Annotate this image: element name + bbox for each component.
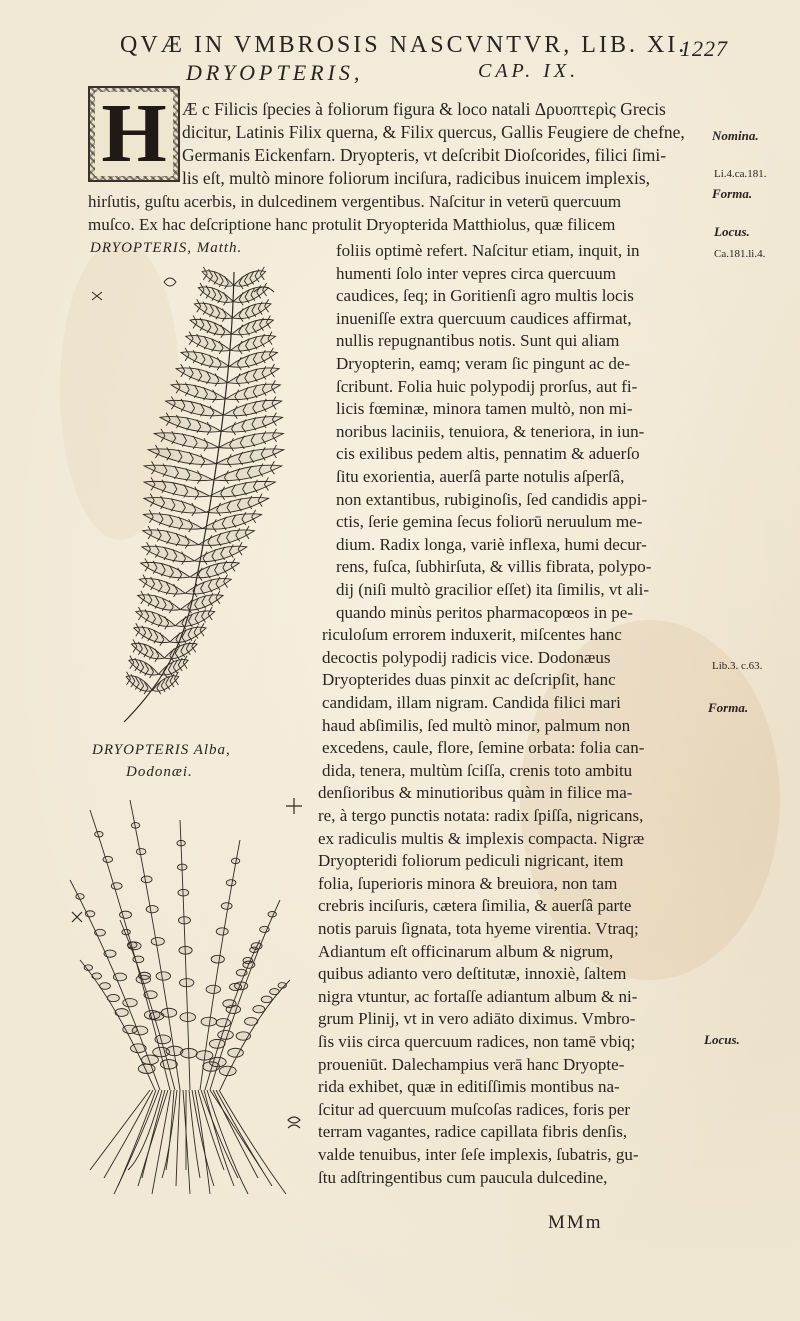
fern-leaflet [209,1039,225,1048]
fern-leaflet [203,1062,220,1071]
text-line: quando minùs peritos pharmacopœos in pe- [336,602,633,622]
text-line: ſtu adſtringentibus cum paucula dulcedine, [318,1167,608,1187]
fern-leaflet [133,956,144,963]
fern-leaflet [177,864,187,870]
fern-leaflet [127,942,137,948]
text-line: ctis, ſerie gemina ſecus foliorū neruulum me- [336,512,643,532]
fern-leaflet [138,1064,155,1073]
text-line: terram vagantes, radice capillata fibris denſis, [318,1122,628,1142]
text-line: ſcitur ad quercuum muſcoſas radices, foris per [318,1099,631,1119]
fern-leaflet [85,911,95,917]
fern-leaflet [201,1017,217,1026]
text-line: denſioribus & minutioribus quàm in filice ma- [318,783,633,803]
fern-leaflet [123,1025,137,1033]
text-line: humenti ſolo inter vepres circa quercuum [336,263,616,283]
margin-note-locus: Locus. [714,224,750,239]
text-line: muſco. Ex hac deſcriptione hanc protulit Dryopterida Matthiolus, quæ filicem [88,215,616,234]
margin-note-reference: Ca.181.li.4. [714,248,766,260]
text-line: Adiantum eſt officinarum album & nigrum, [318,941,614,961]
text-line: rens, fuſca, ſubhirſuta, & villis fibrata, polypo- [336,557,652,577]
fern-leaflet [146,906,158,913]
text-line: foliis optimè refert. Naſcitur etiam, inquit, in [336,241,640,260]
text-line: Dryopterides duas pinxit ac deſcripſit, hanc [322,670,616,690]
signature-mark: MMm [548,1212,603,1233]
page-number: 1227 [680,36,728,61]
text-line: valde tenuibus, inter ſeſe implexis, ſubatris, gu- [318,1145,639,1164]
fern-leaflet [196,1051,213,1060]
fern-root [207,1090,248,1194]
fern-leaflet [136,849,146,855]
fern-leaflet [230,983,242,990]
margin-note-forma: Forma. [712,186,753,201]
fern-leaflet [245,1018,258,1026]
fern-leaflet [107,994,119,1001]
fern-pinna [210,481,276,496]
fern-leaflet [261,996,272,1003]
fern-root [128,1090,162,1170]
fern-leaflet [76,894,84,900]
text-line: quibus adianto vero deſtitutæ, innoxiè, ſaltem [318,964,627,984]
fern-leaflet [253,1006,265,1013]
fern-leaflet [120,911,132,918]
fern-leaflet [243,957,253,963]
fern-root [213,1090,258,1178]
text-line: Germanis Eickenfarn. Dryopteris, vt deſcribit Dioſcorides, filici ſimi- [182,145,667,165]
fern-leaflet [236,1032,250,1040]
margin-note-locus: Locus. [704,1032,740,1047]
text-line: excedens, caule, flore, ſemine orbata: folia can- [322,738,645,758]
fern-leaflet [211,955,224,963]
text-line: dida, tenera, multùm ſciſſa, crenis toto ambitu [322,760,633,780]
text-line: nigra vtuntur, ac fortaſſe adiantum album & ni- [318,986,638,1006]
text-line: crebris inciſuris, cætera ſimilia, & auerſâ parte [318,896,632,916]
text-line: proueniūt. Dalechampius verā hanc Dryopte- [318,1054,625,1074]
fern-leaflet [177,840,185,846]
text-line: rida exhibet, quæ in editiſſimis montibus na- [318,1077,620,1097]
fern-leaflet [270,989,280,995]
fern-root [162,1090,177,1178]
fern-root [176,1090,180,1186]
fern-leaflet [95,831,103,837]
figure-caption: DRYOPTERIS, Matth. [90,240,243,256]
text-line: noribus laciniis, tenuiora, & teneriora, in iun- [336,421,645,441]
fern-leaflet [218,1030,234,1039]
fern-leaflet [160,1060,177,1069]
fern-leaflet [180,1048,197,1057]
text-line: riculoſum errorem induxerit, miſcentes hanc [322,625,622,645]
decorated-initial: H [88,86,180,182]
fern-leaflet [226,880,236,886]
text-line: re, à tergo punctis notata: radix ſpiſſa, nigricans, [318,806,644,825]
text-line: dij (niſi multò gracilior eſſet) ita ſimilis, vt ali- [336,580,650,599]
text-line: Æ c Filicis ſpecies à foliorum figura & loco natali Δρυοπτερὶς Grecis [182,99,666,119]
running-title: QVÆ IN VMBROSIS NASCVNTVR, LIB. XI. 1227 [120,32,728,61]
fern-leaflet [111,883,122,890]
text-line: nullis repugnantibus notis. Sunt qui aliam [336,331,620,351]
fern-leaflet [100,983,111,990]
fern-root [216,1090,272,1186]
fern-leaflet [84,965,92,971]
text-line: decoctis polypodij radicis vice. Dodonæus [322,647,611,667]
fern-root [152,1090,171,1194]
fern-leaflet [131,1044,147,1053]
fern-leaflet [179,946,192,954]
text-line: ſcribunt. Folia huic polypodij prorſus, aut fi- [336,376,638,396]
fern-leaflet [149,1012,163,1020]
fern-leaflet [131,823,139,829]
fern-leaflet [228,1048,244,1057]
fern-leaflet [95,929,106,936]
fern-leaflet [231,858,239,864]
fern-leaflet [260,926,270,932]
fern-leaflet [221,903,232,910]
fern-leaflet [151,938,164,946]
fern-leaflet [113,973,126,981]
text-line: inueniſſe extra quercuum caudices affirmat, [336,308,632,328]
fern-leaflet [103,856,113,862]
fern-leaflet [155,1035,171,1044]
text-line: haud abſimilis, ſed multò minor, palmum non [322,715,631,735]
chapter-title: DRYOPTERIS, [186,60,364,85]
text-line: licis fœminæ, minora tamen multò, non mi- [336,399,633,419]
fern-leaflet [122,929,130,935]
fern-leaflet [115,1009,128,1017]
fern-clump-illustration [60,790,310,1210]
fern-leaflet [142,1055,159,1064]
fern-frond-illustration [84,262,316,732]
fern-leaflet [92,973,102,979]
fern-root [118,1090,156,1186]
text-line: Dryopteridi foliorum pediculi nigricant, item [318,851,624,871]
text-line: hirſutis, guſtu acerbis, in dulcedinem vergentibus. Naſcitur in veterū quercuum [88,192,622,211]
fern-root [183,1090,190,1194]
chapter-number: CAP. IX. [478,60,580,82]
margin-note-reference: Li.4.ca.181. [714,168,767,180]
fern-leaflet [138,972,150,979]
text-line: dicitur, Latinis Filix querna, & Filix quercus, Gallis Feugiere de chefne, [182,122,685,142]
text-line: non extantibus, rubiginoſis, ſed candidis appi- [336,489,648,509]
text-line: grum Plinij, vt in vero adiāto diximus. Vmbro- [318,1009,636,1029]
text-line: folia, ſuperioris minora & breuiora, non tam [318,873,618,893]
text-line: candidam, illam nigram. Candida filici mari [322,693,621,712]
fern-leaflet [123,999,137,1007]
margin-note-reference: Lib.3. c.63. [712,660,763,672]
fern-leaflet [223,1000,236,1008]
text-line: ſitu exorientia, auerſâ parte notulis aſperſâ, [336,467,625,486]
text-line: dium. Radix longa, variè inflexa, humi decur- [336,534,647,554]
text-line: ex radiculis multis & implexis compacta. Nigræ [318,828,645,848]
fern-leaflet [216,928,228,935]
fern-leaflet [178,917,190,924]
fern-leaflet [104,950,116,957]
margin-note-nomina: Nomina. [712,128,759,143]
text-line: Dryopterin, eamq; veram ſic pingunt ac de- [336,354,631,373]
fern-leaflet [278,983,286,989]
fern-leaflet [250,947,258,953]
fern-leaflet [206,985,220,993]
text-line: lis eſt, multò minore foliorum inciſura, radicibus inuicem implexis, [182,168,651,188]
text-line: notis paruis ſignata, tota hyeme virentia. Vtraq; [318,919,639,938]
figure-caption: Dodonæi. [126,764,193,780]
figure-caption: DRYOPTERIS Alba, [92,742,231,758]
fern-leaflet [216,1019,230,1027]
fern-leaflet [268,911,276,917]
fern-leaflet [141,876,152,883]
fern-leaflet [180,1013,196,1022]
fern-leaflet [179,979,193,987]
text-line: ſis viis circa quercuum radices, non tamē vbiq; [318,1032,636,1051]
text-line: cis exilibus pedem altis, pennatim & aduerſo [336,444,640,464]
fern-leaflet [144,991,157,999]
text-line: caudices, ſeq; in Goritienſi agro multis locis [336,286,634,306]
fern-leaflet [156,972,170,980]
fern-root [219,1090,286,1194]
fern-leaflet [236,969,247,976]
fern-leaflet [219,1066,236,1075]
fern-leaflet [178,889,189,896]
margin-note-forma: Forma. [708,700,749,715]
